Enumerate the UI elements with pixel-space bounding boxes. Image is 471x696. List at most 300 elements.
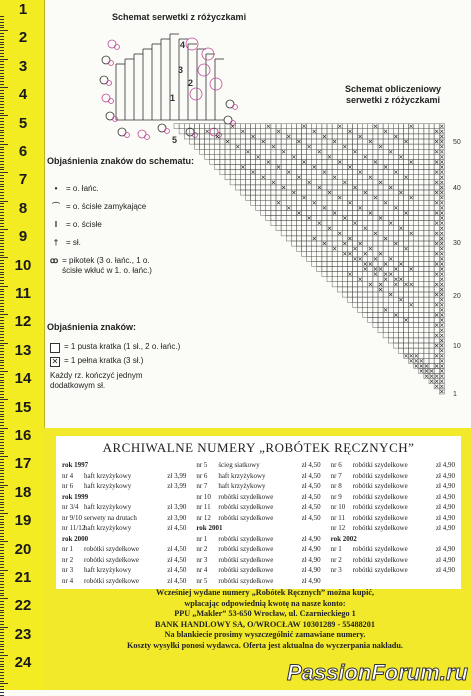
order-notice: Wcześniej wydane numery „Robótek Ręcznych” można kupić, wpłacając odpowiednią kwotę na nasze konto: PPU „Makler” 53-650 Wrocław, ul. Czarnieckiego 1 BANK HANDLOWY SA, O/WROCŁAW 10301289 - 55488201 Na blankiecie prosimy wyszczególnić zamawiane numery. Koszty wysyłki ponosi wydawca. Oferta jest aktualna do wyczerpania nakładu.: [127, 588, 403, 650]
grid-cell: [368, 205, 373, 210]
grid-cell: [363, 180, 368, 185]
grid-cell: [240, 185, 245, 190]
grid-cell: [317, 205, 322, 210]
ruler-tick: [0, 601, 4, 602]
grid-cell: [363, 124, 368, 129]
grid-cell: [404, 221, 409, 226]
full-cell-mark: [415, 364, 418, 367]
ruler-number: 14: [14, 370, 32, 388]
grid-cell: [302, 180, 307, 185]
grid-cell: [383, 312, 388, 317]
grid-cell: [291, 200, 296, 205]
grid-cell: [271, 185, 276, 190]
full-cell-mark: [364, 227, 367, 230]
grid-cell: [393, 333, 398, 338]
ruler-number: 21: [14, 569, 32, 586]
legend-item: ⌒ = o. ścisłe zamykające: [52, 202, 147, 211]
grid-cell: [358, 282, 363, 287]
full-cell-mark: [241, 130, 244, 133]
grid-cell: [358, 216, 363, 221]
ruler-tick: [0, 189, 4, 190]
grid-cell: [266, 180, 271, 185]
grid-cell: [337, 287, 342, 292]
ruler-tick: [0, 615, 4, 616]
grid-cell: [327, 256, 332, 261]
grid-cell: [358, 185, 363, 190]
grid-cell: [404, 185, 409, 190]
grid-cell: [368, 190, 373, 195]
grid-cell: [358, 175, 363, 180]
grid-cell: [353, 154, 358, 159]
full-cell-mark: [292, 191, 295, 194]
grid-cell: [261, 180, 266, 185]
grid-cell: [342, 195, 347, 200]
ruler-tick: [0, 612, 4, 613]
grid-cell: [388, 129, 393, 134]
grid-cell: [302, 129, 307, 134]
full-cell-mark: [359, 135, 362, 138]
grid-cell: [434, 277, 439, 282]
grid-cell: [337, 261, 342, 266]
full-cell-mark: [272, 181, 275, 184]
full-cell-mark: [359, 242, 362, 245]
grid-cell: [312, 139, 317, 144]
grid-cell: [332, 241, 337, 246]
grid-cell: [368, 292, 373, 297]
full-cell-mark: [435, 222, 438, 225]
ruler-tick: [0, 141, 4, 142]
ruler-tick: [0, 482, 4, 483]
grid-cell: [368, 231, 373, 236]
grid-cell: [363, 205, 368, 210]
grid-cell: [317, 190, 322, 195]
grid-cell: [424, 236, 429, 241]
grid-cell: [398, 124, 403, 129]
grid-cell: [398, 200, 403, 205]
grid-cell: [363, 277, 368, 282]
grid-cell: [388, 338, 393, 343]
grid-cell: [409, 165, 414, 170]
grid-cell: [383, 185, 388, 190]
grid-cell: [322, 267, 327, 272]
grid-cell: [312, 251, 317, 256]
grid-cell: [347, 144, 352, 149]
grid-cell: [261, 149, 266, 154]
grid-cell: [317, 251, 322, 256]
grid-cell: [291, 180, 296, 185]
full-cell-mark: [246, 150, 249, 153]
grid-cell: [393, 200, 398, 205]
grid-cell: [404, 277, 409, 282]
ruler-tick: [0, 107, 4, 108]
grid-cell: [317, 226, 322, 231]
grid-cell: [414, 302, 419, 307]
grid-cell: [398, 348, 403, 353]
grid-cell: [429, 190, 434, 195]
grid-cell: [296, 231, 301, 236]
grid-cell: [368, 165, 373, 170]
full-cell-mark: [410, 354, 413, 357]
grid-cell: [347, 221, 352, 226]
archive-row: nr 3/4 haft krzyżykowy zł 3,90: [62, 503, 187, 511]
ruler-number: 18: [14, 483, 32, 501]
grid-cell: [414, 267, 419, 272]
grid-cell: [342, 159, 347, 164]
grid-cell: [322, 251, 327, 256]
full-cell-mark: [440, 298, 443, 301]
grid-cell: [424, 348, 429, 353]
full-cell-mark: [323, 242, 326, 245]
grid-cell: [368, 195, 373, 200]
grid-cell: [342, 129, 347, 134]
grid-cell: [388, 190, 393, 195]
full-cell-mark: [435, 334, 438, 337]
grid-cell: [378, 170, 383, 175]
grid-cell: [393, 297, 398, 302]
grid-cell: [307, 159, 312, 164]
grid-cell: [409, 277, 414, 282]
grid-cell: [429, 353, 434, 358]
grid-cell: [276, 221, 281, 226]
full-cell-mark: [435, 201, 438, 204]
grid-cell: [373, 246, 378, 251]
grid-cell: [327, 180, 332, 185]
grid-cell: [414, 272, 419, 277]
grid-cell: [373, 307, 378, 312]
grid-cell: [332, 149, 337, 154]
full-cell-mark: [236, 145, 239, 148]
grid-cell: [404, 338, 409, 343]
grid-cell: [291, 149, 296, 154]
grid-cell: [373, 185, 378, 190]
ruler-tick: [0, 558, 4, 559]
ruler-tick: [0, 516, 4, 517]
grid-cell: [358, 159, 363, 164]
grid-cell: [286, 139, 291, 144]
grid-cell: [378, 195, 383, 200]
archive-row: nr 2 robótki szydełkowe zł 4,90: [330, 555, 455, 564]
grid-cell: [388, 323, 393, 328]
grid-cell: [424, 205, 429, 210]
grid-cell: [393, 175, 398, 180]
ruler-tick: [0, 439, 4, 440]
full-cell-mark: [410, 303, 413, 306]
grid-cell: [261, 170, 266, 175]
ruler-tick: [0, 252, 4, 253]
grid-cell: [347, 175, 352, 180]
full-cell-mark: [379, 145, 382, 148]
grid-cell: [271, 221, 276, 226]
grid-cell: [256, 205, 261, 210]
grid-cell: [373, 292, 378, 297]
full-cell-mark: [435, 140, 438, 143]
archive-row: nr 2 robótki szydełkowe zł 4,90: [196, 545, 321, 553]
grid-cell: [414, 195, 419, 200]
grid-cell: [256, 124, 261, 129]
grid-cell: [312, 124, 317, 129]
ruler-tick: [0, 149, 4, 150]
grid-cell: [373, 200, 378, 205]
grid-cell: [291, 221, 296, 226]
ruler-tick: [0, 121, 4, 122]
grid-cell: [194, 129, 199, 134]
grid-cell: [424, 333, 429, 338]
full-cell-mark: [440, 334, 443, 337]
grid-cell: [286, 129, 291, 134]
grid-cell: [383, 134, 388, 139]
archive-row: nr 1 robótki szydełkowe zł 4,90: [330, 545, 455, 553]
row-label: 50: [453, 139, 461, 146]
grid-cell: [261, 185, 266, 190]
grid-cell: [296, 246, 301, 251]
grid-cell: [240, 134, 245, 139]
full-cell-mark: [323, 171, 326, 174]
full-cell-mark: [435, 293, 438, 296]
ruler-tick: [0, 240, 4, 241]
ruler-tick: [0, 98, 4, 99]
grid-cell: [424, 129, 429, 134]
grid-cell: [363, 302, 368, 307]
grid-cell: [424, 195, 429, 200]
full-cell-mark: [267, 125, 270, 128]
grid-cell: [434, 287, 439, 292]
grid-cell: [235, 139, 240, 144]
grid-cell: [220, 129, 225, 134]
grid-cell: [404, 159, 409, 164]
full-cell-mark: [410, 359, 413, 362]
grid-cell: [363, 297, 368, 302]
grid-cell: [332, 231, 337, 236]
grid-cell: [419, 185, 424, 190]
grid-cell: [409, 323, 414, 328]
grid-cell: [327, 170, 332, 175]
grid-cell: [398, 323, 403, 328]
schematic-loop: [233, 105, 238, 110]
grid-cell: [245, 154, 250, 159]
full-cell-mark: [399, 262, 402, 265]
grid-cell: [358, 149, 363, 154]
grid-cell: [424, 282, 429, 287]
grid-cell: [419, 216, 424, 221]
grid-cell: [276, 139, 281, 144]
grid-cell: [414, 312, 419, 317]
grid-cell: [398, 282, 403, 287]
grid-cell: [434, 358, 439, 363]
ruler-tick: [0, 283, 4, 284]
grid-cell: [424, 318, 429, 323]
grid-cell: [353, 205, 358, 210]
full-cell-mark: [379, 283, 382, 286]
full-cell-mark: [394, 171, 397, 174]
full-cell-mark: [338, 125, 341, 128]
grid-cell: [332, 226, 337, 231]
ruler-tick: [0, 416, 4, 417]
grid-cell: [342, 226, 347, 231]
ruler-tick: [0, 362, 4, 363]
full-cell-mark: [389, 293, 392, 296]
grid-cell: [363, 144, 368, 149]
full-cell-mark: [389, 222, 392, 225]
full-cell-mark: [318, 150, 321, 153]
grid-cell: [200, 139, 205, 144]
ruler-tick: [0, 422, 4, 423]
grid-cell: [393, 210, 398, 215]
grid-cell: [383, 251, 388, 256]
ruler-tick: [0, 303, 4, 304]
grid-cell: [358, 190, 363, 195]
grid-cell: [398, 180, 403, 185]
grid-cell: [322, 200, 327, 205]
grid-cell: [271, 129, 276, 134]
grid-cell: [378, 231, 383, 236]
grid-cell: [266, 195, 271, 200]
grid-cell: [429, 221, 434, 226]
grid-cell: [245, 124, 250, 129]
ruler-tick: [0, 19, 4, 20]
grid-cell: [368, 124, 373, 129]
grid-cell: [419, 302, 424, 307]
grid-cell: [220, 149, 225, 154]
ruler-tick: [0, 101, 4, 102]
grid-cell: [353, 241, 358, 246]
grid-cell: [378, 328, 383, 333]
grid-cell: [383, 190, 388, 195]
ruler-number: 1: [18, 1, 28, 18]
ruler-tick: [0, 64, 4, 65]
grid-cell: [225, 175, 230, 180]
grid-cell: [322, 175, 327, 180]
grid-cell: [342, 210, 347, 215]
grid-cell: [353, 272, 358, 277]
ruler-tick: [0, 377, 4, 378]
grid-cell: [312, 180, 317, 185]
grid-cell: [322, 210, 327, 215]
grid-cell: [251, 144, 256, 149]
ruler-tick: [0, 39, 4, 40]
grid-cell: [225, 154, 230, 159]
grid-cell: [373, 297, 378, 302]
grid-cell: [429, 358, 434, 363]
grid-cell: [383, 180, 388, 185]
grid-cell: [424, 175, 429, 180]
ruler-tick: [0, 27, 4, 28]
ruler-tick: [0, 382, 4, 383]
archive-row: nr 6 haft krzyżykowy zł 3,99: [62, 482, 187, 490]
full-cell-mark: [405, 211, 408, 214]
grid-cell: [393, 154, 398, 159]
grid-cell: [271, 205, 276, 210]
full-cell-mark: [252, 135, 255, 138]
grid-cell: [271, 210, 276, 215]
grid-cell: [378, 318, 383, 323]
grid-cell: [302, 205, 307, 210]
ruler-tick: [0, 84, 4, 85]
grid-cell: [368, 318, 373, 323]
grid-cell: [429, 363, 434, 368]
grid-cell: [327, 165, 332, 170]
ruler-tick: [0, 575, 4, 576]
grid-cell: [307, 221, 312, 226]
full-cell-mark: [410, 268, 413, 271]
grid-cell: [398, 165, 403, 170]
grid-cell: [327, 272, 332, 277]
grid-cell: [286, 236, 291, 241]
grid-cell: [281, 175, 286, 180]
ruler-tick: [0, 510, 4, 511]
grid-cell: [266, 216, 271, 221]
full-cell-mark: [277, 130, 280, 133]
ruler-tick: [0, 212, 4, 213]
ruler-tick: [0, 590, 4, 591]
grid-cell: [327, 210, 332, 215]
grid-cell: [414, 175, 419, 180]
ruler-tick: [0, 274, 4, 275]
grid-cell: [424, 190, 429, 195]
grid-cell: [373, 170, 378, 175]
grid-cell: [317, 134, 322, 139]
ruler-tick: [0, 300, 4, 301]
grid-cell: [322, 261, 327, 266]
archive-row: nr 2 robótki szydełkowe zł 4,50: [62, 555, 187, 564]
grid-cell: [393, 159, 398, 164]
grid-cell: [256, 134, 261, 139]
grid-cell: [312, 175, 317, 180]
ruler-tick: [0, 104, 4, 105]
grid-cell: [327, 221, 332, 226]
ruler-tick: [0, 675, 4, 676]
ruler-tick: [0, 397, 4, 398]
ruler-tick: [0, 50, 4, 51]
full-cell-mark: [354, 247, 357, 250]
grid-cell: [393, 236, 398, 241]
grid-cell: [409, 175, 414, 180]
grid-cell: [409, 236, 414, 241]
full-cell-mark: [379, 288, 382, 291]
schematic-label: 2: [188, 78, 194, 88]
archive-row: nr 10 robótki szydełkowe zł 4,90: [330, 503, 455, 511]
grid-cell: [378, 236, 383, 241]
grid-cell: [332, 282, 337, 287]
grid-cell: [434, 297, 439, 302]
full-cell-mark: [405, 283, 408, 286]
ruler-number: 2: [18, 29, 28, 47]
grid-cell: [327, 124, 332, 129]
full-cell-mark: [241, 166, 244, 169]
grid-cell: [184, 134, 189, 139]
grid-cell: [271, 149, 276, 154]
grid-cell: [307, 129, 312, 134]
grid-cell: [251, 185, 256, 190]
grid-cell: [404, 170, 409, 175]
grid-cell: [429, 292, 434, 297]
grid-cell: [363, 195, 368, 200]
archive-row: nr 6 robótki szydełkowe zł 4,90: [330, 461, 455, 469]
grid-cell: [419, 241, 424, 246]
grid-cell: [276, 170, 281, 175]
ruler-tick: [0, 646, 4, 647]
legend-item: I = o. ścisłe: [54, 220, 102, 229]
ruler-tick: [0, 649, 4, 650]
grid-cell: [404, 312, 409, 317]
grid-cell: [414, 200, 419, 205]
full-cell-mark: [410, 283, 413, 286]
ruler-tick: [0, 431, 4, 432]
grid-cell: [342, 277, 347, 282]
grid-cell: [409, 216, 414, 221]
grid-cell: [404, 149, 409, 154]
ruler-tick: [0, 357, 4, 358]
ruler-tick: [0, 345, 4, 346]
